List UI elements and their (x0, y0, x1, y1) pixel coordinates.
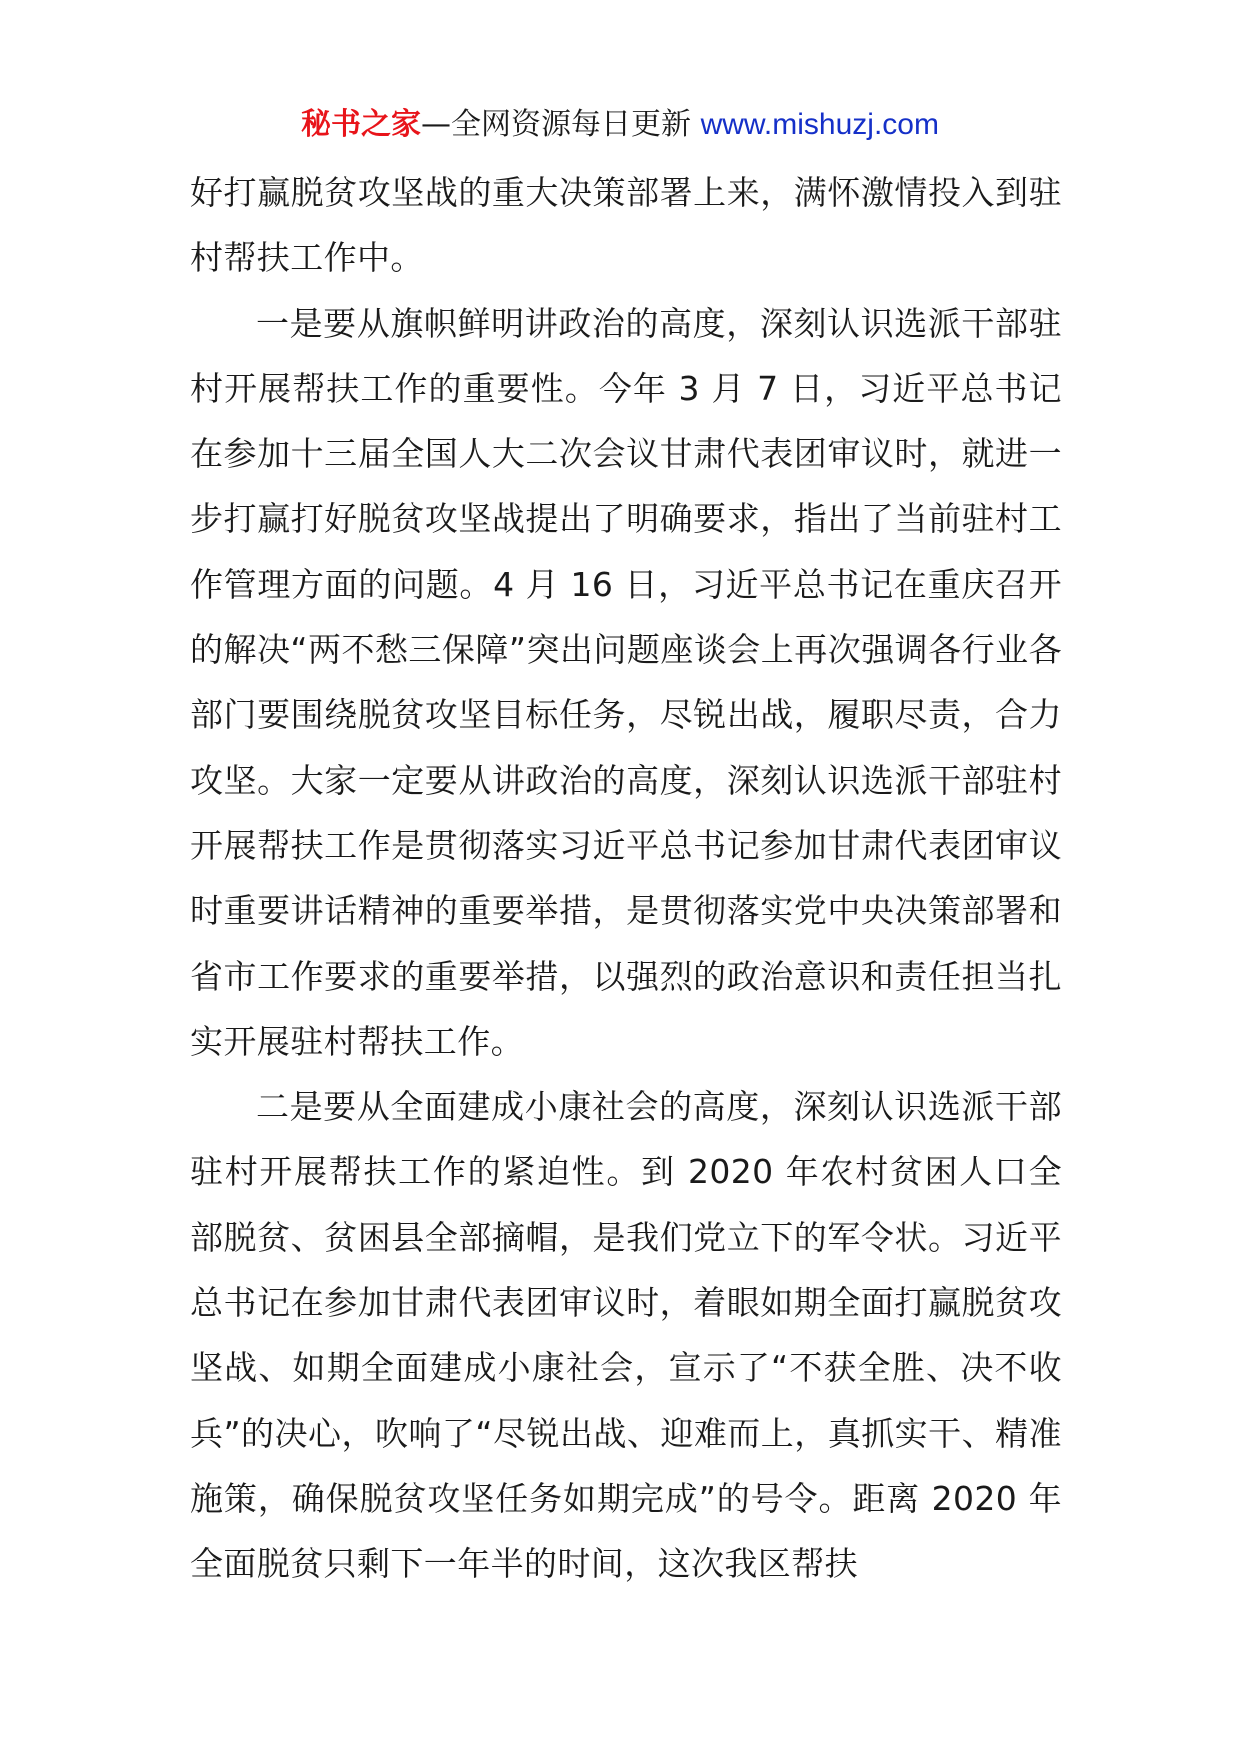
brand-name: 秘书之家 (301, 107, 422, 142)
paragraph-point-two: 二是要从全面建成小康社会的高度，深刻认识选派干部驻村开展帮扶工作的紧迫性。到 2020 年农村贫困人口全部脱贫、贫困县全部摘帽，是我们党立下的军令状。习近平总书记在参加甘肃代表团审议时，着眼如期全面打赢脱贫攻坚战、如期全面建成小康社会，宣示了“不获全胜、决不收兵”的决心，吹响了“尽锐出战、迎难而上，真抓实干、精准施策，确保脱贫攻坚任务如期完成”的号令。距离 2020 年全面脱贫只剩下一年半的时间，这次我区帮扶 (190, 1087, 1062, 1584)
document-body (190, 160, 1062, 1597)
header-slogan: —全网资源每日更新 (421, 107, 692, 142)
site-url[interactable]: www.mishuzj.com (700, 108, 939, 141)
paragraph-continued: 好打赢脱贫攻坚战的重大决策部署上来，满怀激情投入到驻村帮扶工作中。 (190, 173, 1062, 278)
page-header (0, 98, 1240, 152)
paragraph-point-one: 一是要从旗帜鲜明讲政治的高度，深刻认识选派干部驻村开展帮扶工作的重要性。今年 3 月 7 日，习近平总书记在参加十三届全国人大二次会议甘肃代表团审议时，就进一步打赢打好脱贫攻坚战提出了明确要求，指出了当前驻村工作管理方面的问题。4 月 16 日，习近平总书记在重庆召开的解决“两不愁三保障”突出问题座谈会上再次强调各行业各部门要围绕脱贫攻坚目标任务，尽锐出战，履职尽责，合力攻坚。大家一定要从讲政治的高度，深刻认识选派干部驻村开展帮扶工作是贯彻落实习近平总书记参加甘肃代表团审议时重要讲话精神的重要举措，是贯彻落实党中央决策部署和省市工作要求的重要举措，以强烈的政治意识和责任担当扎实开展驻村帮扶工作。 (190, 303, 1062, 1061)
